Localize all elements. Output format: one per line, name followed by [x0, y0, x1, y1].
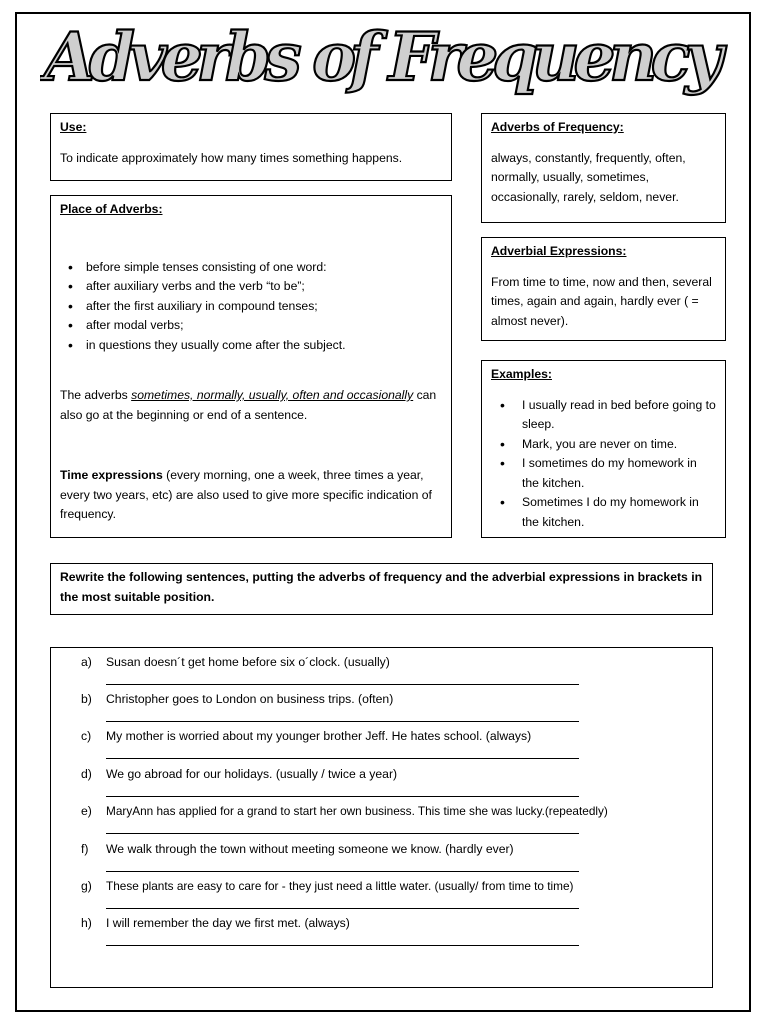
- answer-line[interactable]: [106, 684, 579, 685]
- answer-line[interactable]: [106, 721, 579, 722]
- place-bullets: [60, 258, 442, 356]
- use-heading: Use:: [60, 120, 87, 134]
- adverbs-note-intro: The adverbs: [60, 388, 128, 402]
- exercises-box: [50, 647, 713, 988]
- exercise-label: b): [81, 692, 92, 706]
- examples-box: [481, 360, 726, 538]
- list-item: • Mark, you are never on time.: [482, 435, 716, 455]
- page-title: [40, 14, 728, 98]
- exercise-text: These plants are easy to care for - they just need a little water. (usually/ from time to time): [106, 879, 574, 893]
- use-text: To indicate approximately how many times something happens.: [60, 150, 403, 165]
- list-item: • after auxiliary verbs and the verb “to be”;: [60, 277, 442, 297]
- exercise-text: Christopher goes to London on business trips. (often): [106, 692, 394, 706]
- use-box: [50, 113, 452, 181]
- expressions-box: [481, 237, 726, 341]
- time-expressions-label: Time expressions: [60, 468, 163, 482]
- exercise-text: Susan doesn´t get home before six o´clock. (usually): [106, 655, 390, 669]
- answer-line[interactable]: [106, 833, 579, 834]
- exercise-label: g): [81, 879, 92, 893]
- adverbs-box: [481, 113, 726, 223]
- exercise-text: We go abroad for our holidays. (usually / twice a year): [106, 767, 398, 781]
- list-item: • after modal verbs;: [60, 316, 442, 336]
- exercise-text: We walk through the town without meeting someone we know. (hardly ever): [106, 842, 514, 856]
- exercise-label: c): [81, 729, 92, 743]
- adverbs-note-rest: can also go at the beginning or end of a sentence.: [60, 388, 437, 422]
- expressions-text: From time to time, now and then, several times, again and again, hardly ever ( = almost never).: [491, 274, 712, 328]
- place-heading: Place of Adverbs:: [60, 202, 163, 216]
- adverbs-heading: Adverbs of Frequency:: [491, 120, 624, 134]
- exercise-label: e): [81, 804, 92, 818]
- instruction-text: Rewrite the following sentences, putting the adverbs of frequency and the adverbial expressions in brackets in the most suitable position.: [60, 570, 703, 604]
- time-expressions-note: [60, 466, 442, 525]
- examples-list: [482, 396, 716, 533]
- exercise-label: h): [81, 916, 92, 930]
- page-title-text: Adverbs of Frequency: [44, 18, 724, 96]
- list-item: • after the first auxiliary in compound tenses;: [60, 297, 442, 317]
- answer-line[interactable]: [106, 945, 579, 946]
- exercise-text: I will remember the day we first met. (always): [106, 916, 350, 930]
- list-item: • in questions they usually come after the subject.: [60, 336, 442, 356]
- expressions-heading: Adverbial Expressions:: [491, 244, 627, 258]
- list-item: • before simple tenses consisting of one word:: [60, 258, 442, 278]
- list-item: • Sometimes I do my homework in the kitchen.: [482, 493, 716, 532]
- exercise-label: d): [81, 767, 92, 781]
- answer-line[interactable]: [106, 871, 579, 872]
- place-box: [50, 195, 452, 538]
- answer-line[interactable]: [106, 908, 579, 909]
- time-expressions-text: (every morning, one a week, three times a year, every two years, etc) are also used to give more specific indication of frequency.: [60, 468, 432, 521]
- answer-line[interactable]: [106, 758, 579, 759]
- examples-heading: Examples:: [491, 367, 552, 381]
- exercise-label: a): [81, 655, 92, 669]
- exercise-label: f): [81, 842, 89, 856]
- adverbs-note-list: sometimes, normally, usually, often and occasionally: [131, 388, 414, 402]
- adverbs-note: [60, 386, 442, 425]
- instruction-box: [50, 563, 713, 615]
- adverbs-text: always, constantly, frequently, often, normally, usually, sometimes, occasionally, rarely, seldom, never.: [491, 150, 686, 204]
- exercise-text: MaryAnn has applied for a grand to start her own business. This time she was lucky.(repeatedly): [106, 804, 608, 818]
- exercise-text: My mother is worried about my younger brother Jeff. He hates school. (always): [106, 729, 532, 743]
- list-item: • I usually read in bed before going to sleep.: [482, 396, 716, 435]
- list-item: • I sometimes do my homework in the kitchen.: [482, 454, 716, 493]
- answer-line[interactable]: [106, 796, 579, 797]
